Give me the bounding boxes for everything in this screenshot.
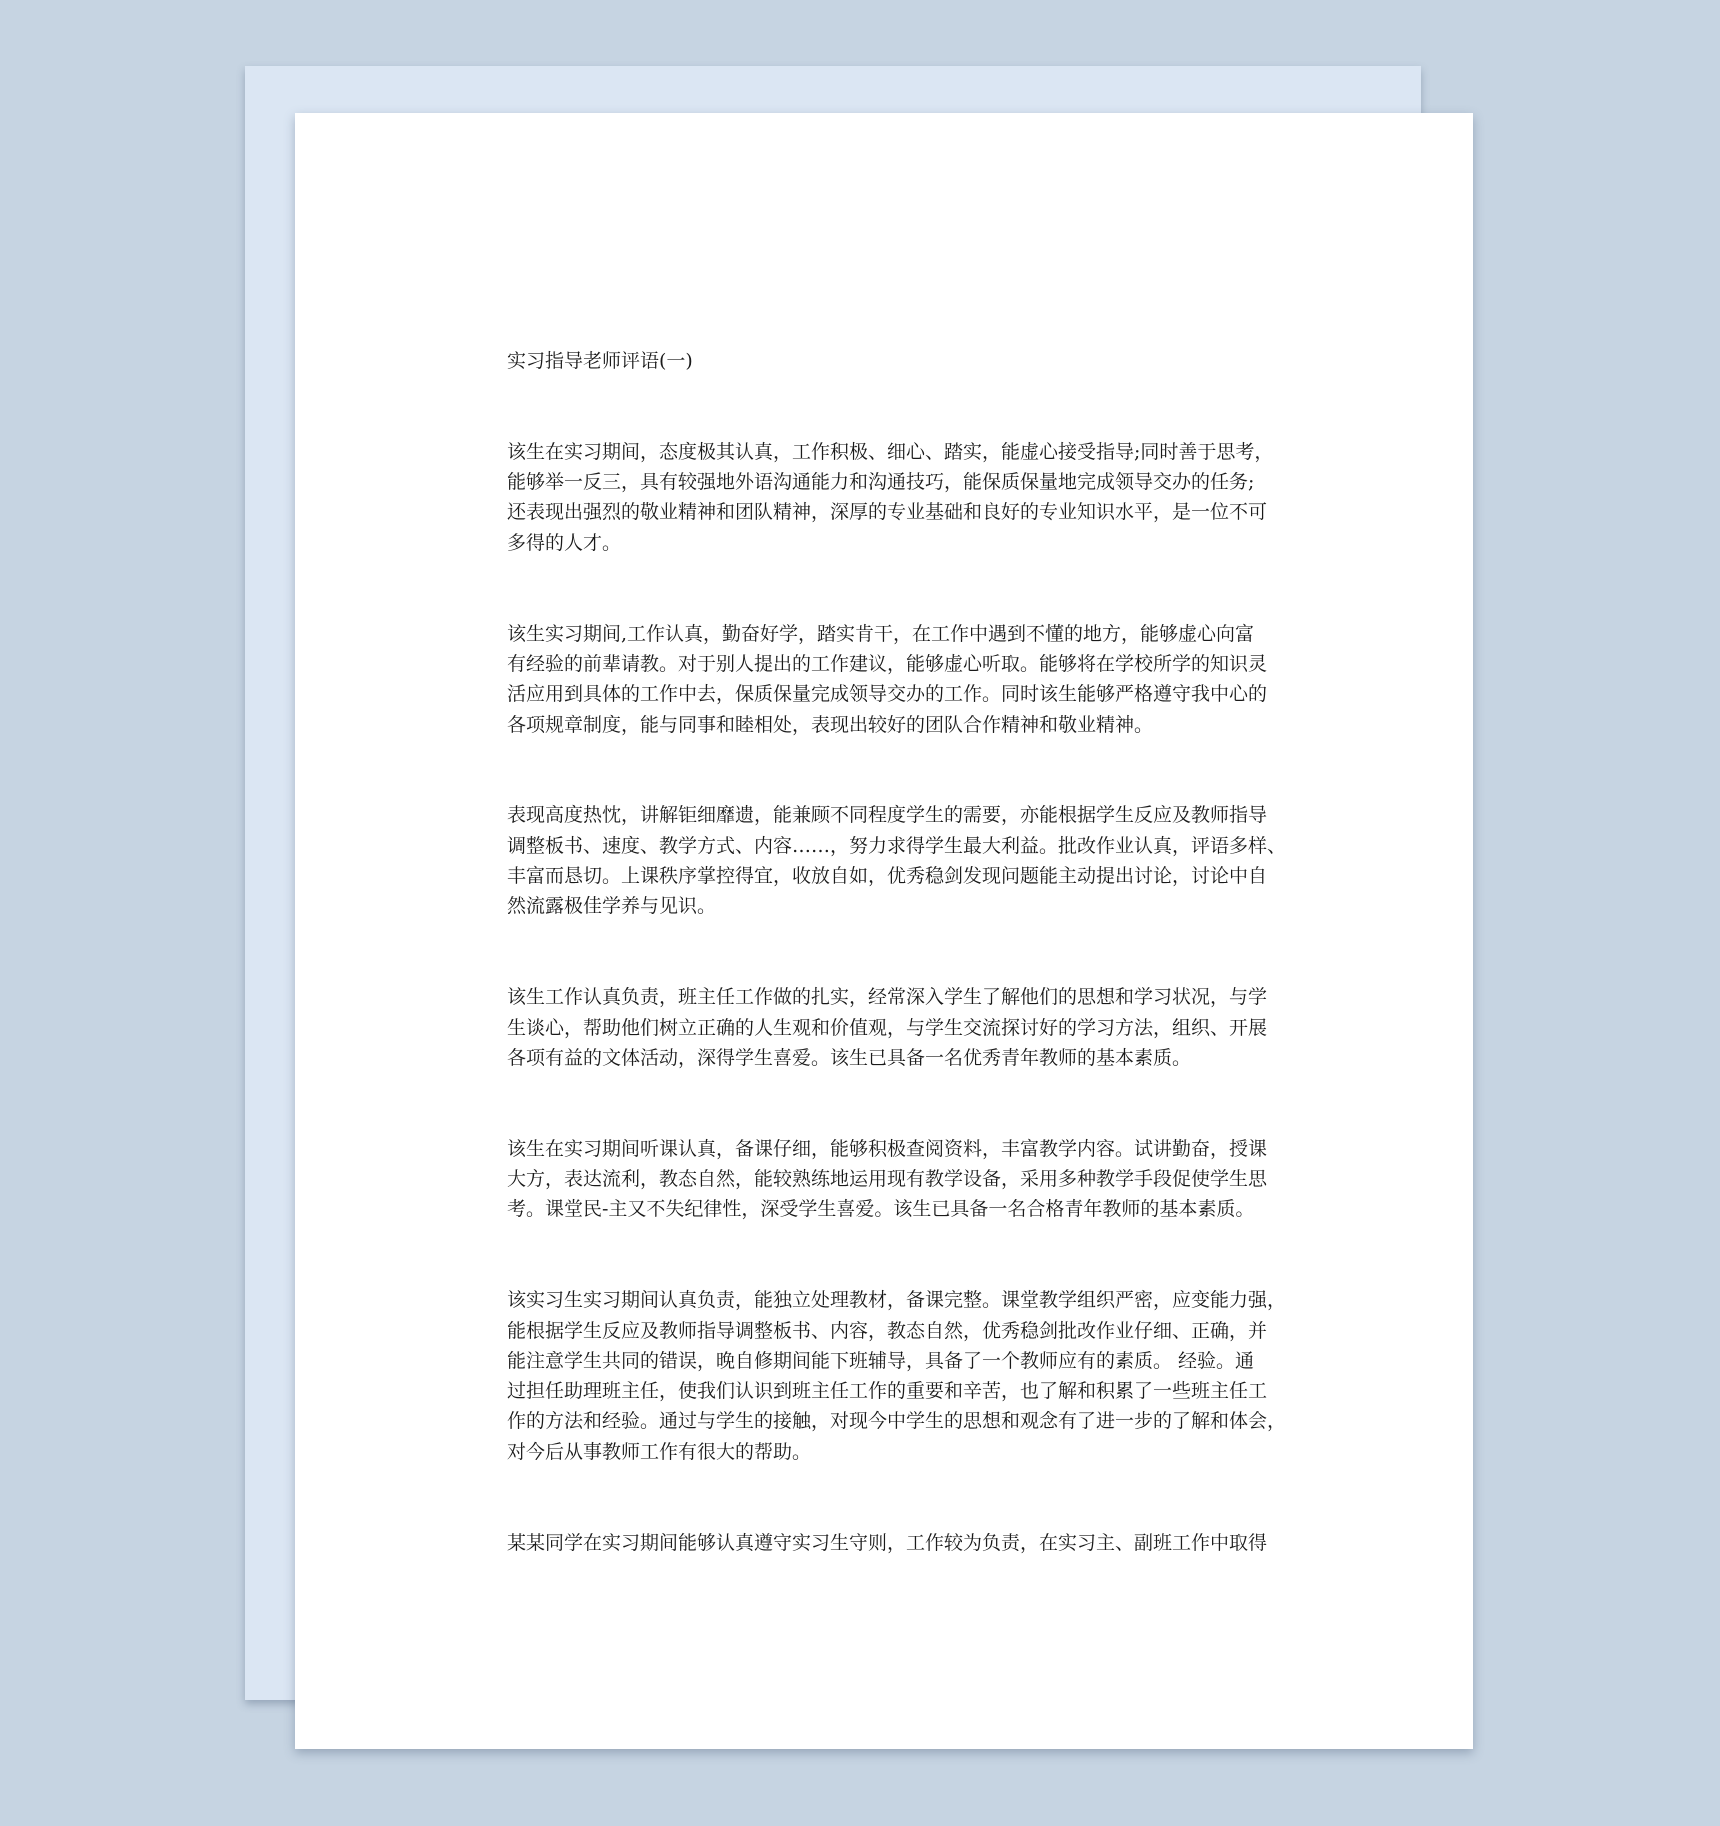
paragraph-7 <box>507 1528 1267 1558</box>
paragraph-5 <box>507 1134 1267 1225</box>
paragraph-line: 该生在实习期间，态度极其认真，工作积极、细心、踏实，能虚心接受指导;同时善于思考， <box>507 440 1274 463</box>
paragraph-line: 还表现出强烈的敬业精神和团队精神，深厚的专业基础和良好的专业知识水平，是一位不可 <box>507 501 1268 524</box>
paragraph-2 <box>507 619 1267 740</box>
paragraph-line: 考。课堂民-主又不失纪律性，深受学生喜爱。该生已具备一名合格青年教师的基本素质。 <box>507 1198 1255 1221</box>
paragraph-line: 多得的人才。 <box>507 531 622 554</box>
document-title <box>507 346 1267 376</box>
paragraph-line: 调整板书、速度、教学方式、内容……，努力求得学生最大利益。批改作业认真，评语多样、 <box>507 834 1287 857</box>
paragraph-line: 该生工作认真负责，班主任工作做的扎实，经常深入学生了解他们的思想和学习状况，与学 <box>507 986 1268 1009</box>
paragraph-line: 表现高度热忱，讲解钜细靡遗，能兼顾不同程度学生的需要，亦能根据学生反应及教师指导 <box>507 804 1268 827</box>
paragraph-line: 作的方法和经验。通过与学生的接触，对现今中学生的思想和观念有了进一步的了解和体会， <box>507 1410 1287 1433</box>
paragraph-4 <box>507 982 1267 1073</box>
document-page <box>295 113 1473 1749</box>
paragraph-line: 然流露极佳学养与见识。 <box>507 895 717 918</box>
paragraph-line: 能够举一反三，具有较强地外语沟通能力和沟通技巧，能保质保量地完成领导交办的任务; <box>507 471 1255 494</box>
paragraph-3 <box>507 800 1287 921</box>
paragraph-line: 该生在实习期间听课认真，备课仔细，能够积极查阅资料，丰富教学内容。试讲勤奋，授课 <box>507 1137 1268 1160</box>
paragraph-1 <box>507 437 1274 558</box>
paragraph-line: 各项有益的文体活动，深得学生喜爱。该生已具备一名优秀青年教师的基本素质。 <box>507 1046 1192 1069</box>
paragraph-line: 过担任助理班主任，使我们认识到班主任工作的重要和辛苦，也了解和积累了一些班主任工 <box>507 1380 1268 1403</box>
paragraph-6 <box>507 1285 1287 1467</box>
document-body <box>507 346 1287 1618</box>
paragraph-line: 该实习生实习期间认真负责，能独立处理教材，备课完整。课堂教学组织严密，应变能力强， <box>507 1289 1287 1312</box>
title-text: 实习指导老师评语(一) <box>507 350 693 372</box>
paragraph-line: 对今后从事教师工作有很大的帮助。 <box>507 1440 812 1463</box>
paragraph-line: 能注意学生共同的错误，晚自修期间能下班辅导，具备了一个教师应有的素质。 经验。通 <box>507 1349 1255 1372</box>
paragraph-line: 各项规章制度，能与同事和睦相处，表现出较好的团队合作精神和敬业精神。 <box>507 713 1154 736</box>
paragraph-line: 大方，表达流利，教态自然，能较熟练地运用现有教学设备，采用多种教学手段促使学生思 <box>507 1168 1268 1191</box>
paragraph-line: 能根据学生反应及教师指导调整板书、内容，教态自然，优秀稳剑批改作业仔细、正确，并 <box>507 1319 1268 1342</box>
paragraph-line: 该生实习期间,工作认真，勤奋好学，踏实肯干，在工作中遇到不懂的地方，能够虚心向富 <box>507 622 1255 645</box>
paragraph-line: 丰富而恳切。上课秩序掌控得宜，收放自如，优秀稳剑发现问题能主动提出讨论，讨论中自 <box>507 865 1268 888</box>
paragraph-line: 活应用到具体的工作中去，保质保量完成领导交办的工作。同时该生能够严格遵守我中心的 <box>507 683 1268 706</box>
paragraph-line: 生谈心，帮助他们树立正确的人生观和价值观，与学生交流探讨好的学习方法，组织、开展 <box>507 1016 1268 1039</box>
paragraph-line: 某某同学在实习期间能够认真遵守实习生守则，工作较为负责，在实习主、副班工作中取得 <box>507 1531 1268 1554</box>
paragraph-line: 有经验的前辈请教。对于别人提出的工作建议，能够虚心听取。能够将在学校所学的知识灵 <box>507 652 1268 675</box>
